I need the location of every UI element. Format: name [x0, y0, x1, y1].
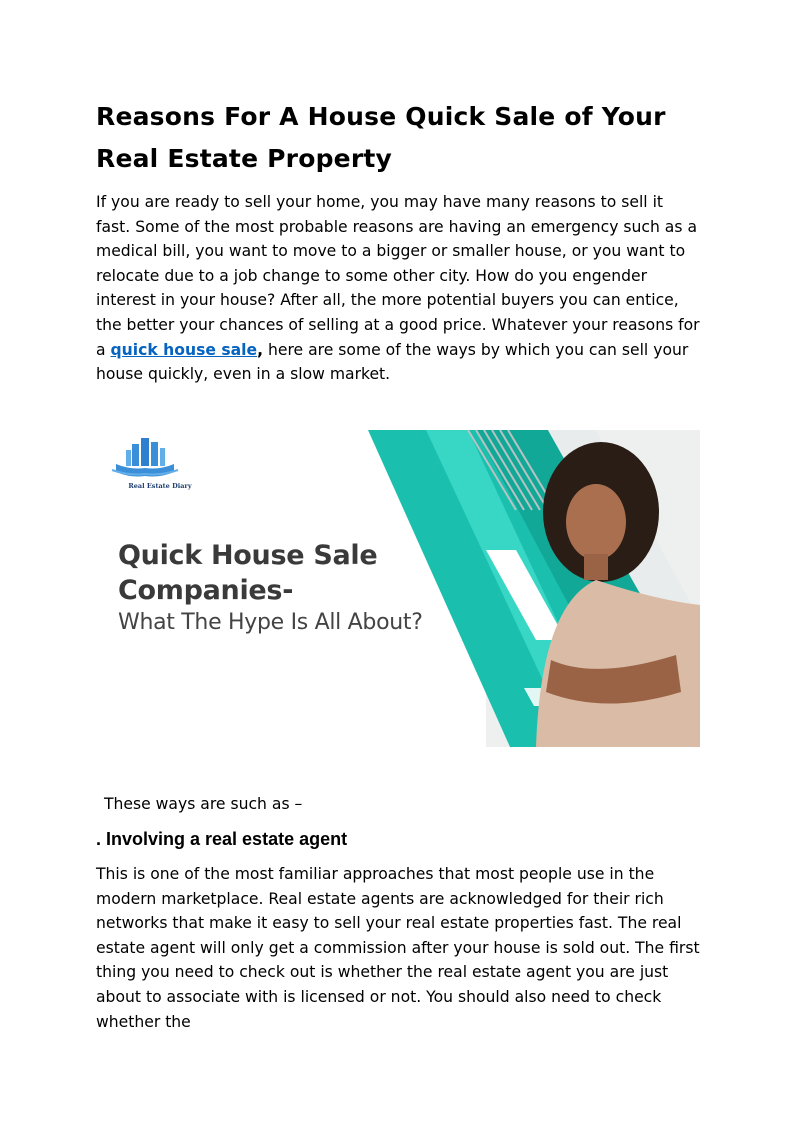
quick-house-sale-link[interactable]: quick house sale: [110, 340, 258, 359]
link-comma: ,: [257, 340, 264, 359]
logo-label: Real Estate Diary: [128, 482, 192, 490]
real-estate-diary-logo: [110, 436, 192, 496]
section-heading: . Involving a real estate agent: [96, 829, 348, 849]
buildings-book-icon: [110, 436, 180, 480]
intro-text-after-link: here are some of the ways by which you can sell your house quickly, even in a slow market.: [96, 340, 689, 384]
intro-paragraph: [96, 190, 700, 387]
section-paragraph: This is one of the most familiar approaches that most people use in the modern marketplace. Real estate agents are acknowledged for their rich networks that make it easy to sell your real estate properties fast. The real estate agent will only get a commission after your house is sold out. The first thing you need to check out is whether the real estate agent you are just about to associate with is licensed or not. You should also need to check whether the: [96, 865, 700, 1031]
banner-image: [96, 430, 700, 747]
banner-title-line-1: Quick House Sale: [118, 540, 378, 571]
article-title: Reasons For A House Quick Sale of Your Real Estate Property: [96, 102, 666, 173]
banner-subtitle: What The Hype Is All About?: [118, 610, 423, 635]
banner-title-line-2: Companies-: [118, 575, 294, 606]
intro-text-before-link: If you are ready to sell your home, you may have many reasons to sell it fast. Some of the most probable reasons are having an emergency such as a medical bill, you want to move to a bigger or smaller house, or you want to relocate due to a job change to some other city. How do you engender interest in your house? After all, the more potential buyers you can entice, the better your chances of selling at a good price. Whatever your reasons for a: [96, 193, 700, 359]
ways-lead-text: These ways are such as –: [104, 795, 303, 813]
banner-title: [118, 538, 377, 608]
